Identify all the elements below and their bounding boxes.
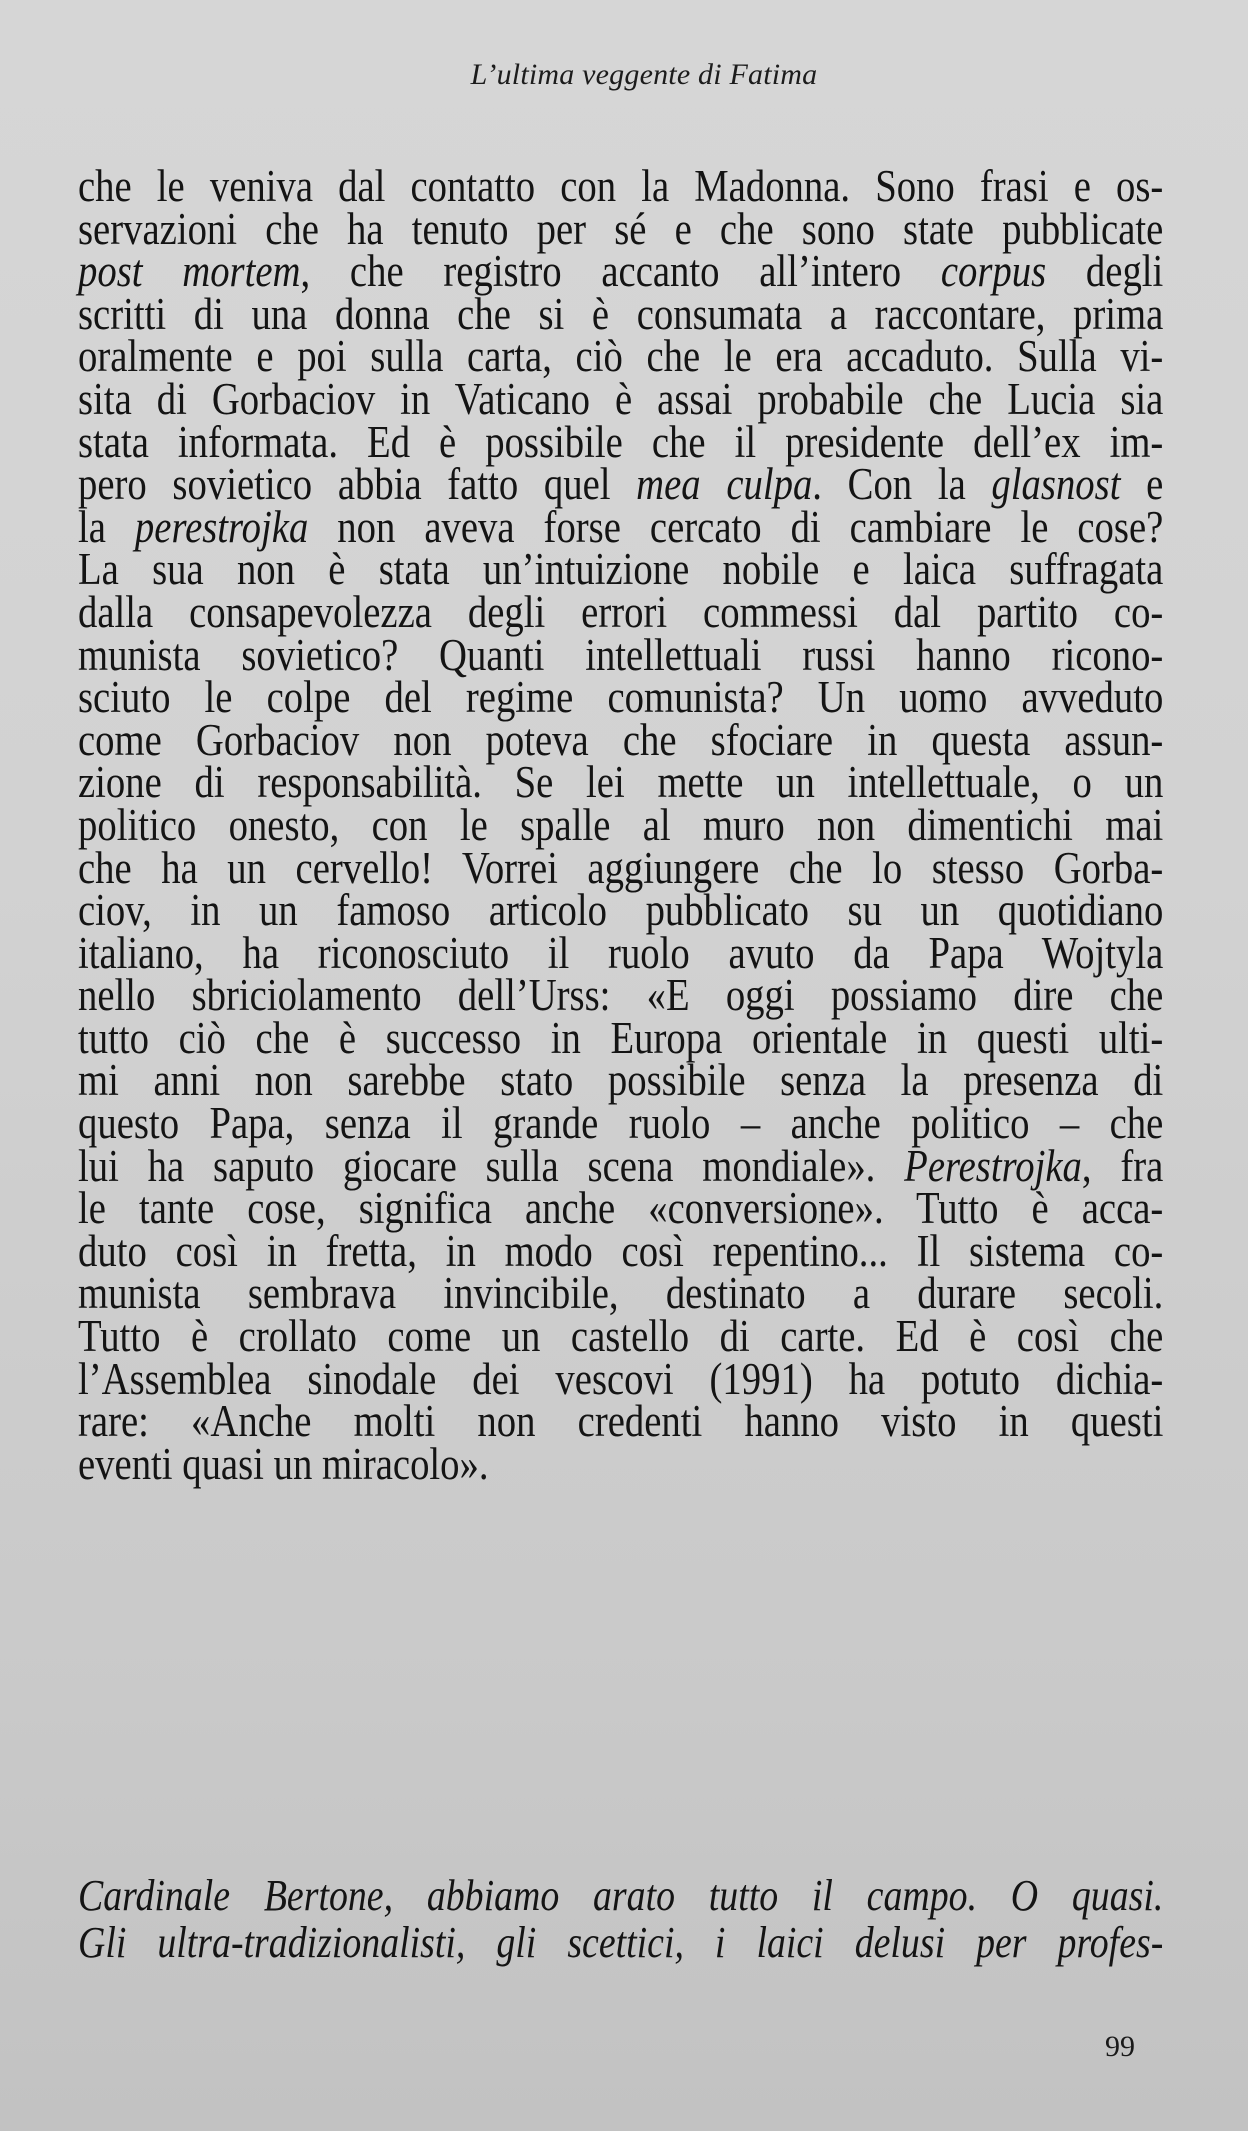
text-run: La sua non è stata un’intuizione nobile e laica suffragata xyxy=(78,544,1164,595)
text-run: degli xyxy=(1046,246,1164,297)
text-line xyxy=(78,885,1164,936)
text-line xyxy=(78,586,1164,637)
text-line xyxy=(78,373,1164,424)
page-number: 99 xyxy=(1105,2030,1135,2063)
text-line xyxy=(78,1012,1164,1063)
italic-term: Perestrojka xyxy=(904,1140,1082,1191)
text-run: pero sovietico abbia fatto quel xyxy=(78,459,637,510)
question-line: Gli ultra-tradizionalisti, gli scettici, i laici delusi per profes- xyxy=(78,1918,1164,1967)
text-line xyxy=(78,1140,1164,1191)
text-line xyxy=(78,970,1164,1021)
text-run: eventi quasi un miracolo». xyxy=(78,1438,489,1489)
text-run: politico onesto, con le spalle al muro non dimentichi mai xyxy=(78,799,1164,850)
text-line xyxy=(78,629,1164,680)
text-run: ciov, in un famoso articolo pubblicato su un quotidiano xyxy=(78,885,1164,936)
text-run: oralmente e poi sulla carta, ciò che le era accaduto. Sulla vi- xyxy=(78,331,1164,382)
text-run: duto così in fretta, in modo così repentino... Il sistema co- xyxy=(78,1225,1164,1276)
text-line xyxy=(78,1353,1164,1404)
text-line xyxy=(78,331,1164,382)
text-line xyxy=(78,799,1164,850)
text-line xyxy=(78,161,1164,211)
text-run: l’Assemblea sinodale dei vescovi (1991) ha potuto dichia- xyxy=(78,1353,1164,1404)
text-line xyxy=(78,544,1164,595)
text-run: , fra xyxy=(1081,1140,1164,1191)
text-run: lui ha saputo giocare sulla scena mondiale». xyxy=(78,1140,905,1191)
italic-term: post mortem xyxy=(78,246,301,297)
text-run: nello sbriciolamento dell’Urss: «E oggi possiamo dire che xyxy=(78,970,1164,1021)
text-run: scritti di una donna che si è consumata a raccontare, prima xyxy=(78,288,1164,339)
text-line xyxy=(78,1268,1164,1319)
italic-term: perestrojka xyxy=(134,501,309,552)
text-line xyxy=(78,1183,1164,1234)
text-run: questo Papa, senza il grande ruolo – anche politico – che xyxy=(78,1098,1164,1149)
text-line xyxy=(78,1098,1164,1149)
text-line xyxy=(78,246,1164,297)
text-line xyxy=(78,672,1164,723)
text-run: e xyxy=(1120,459,1164,510)
running-head: L’ultima veggente di Fatima xyxy=(470,58,818,91)
text-run: non aveva forse cercato di cambiare le cose? xyxy=(308,501,1164,552)
text-run: Tutto è crollato come un castello di carte. Ed è così che xyxy=(78,1311,1164,1362)
text-line xyxy=(78,1055,1164,1106)
text-run: , che registro accanto all’intero xyxy=(300,246,941,297)
text-run: . Con la xyxy=(812,459,992,510)
text-run: stata informata. Ed è possibile che il presidente dell’ex im- xyxy=(78,416,1164,467)
text-run: tutto ciò che è successo in Europa orientale in questi ulti- xyxy=(78,1012,1164,1063)
text-run: sciuto le colpe del regime comunista? Un uomo avveduto xyxy=(78,672,1164,723)
body-paragraph xyxy=(78,161,1164,1489)
text-line xyxy=(78,842,1164,893)
text-run: rare: «Anche molti non credenti hanno visto in questi xyxy=(78,1396,1164,1447)
text-line xyxy=(78,1438,1163,1489)
interview-question xyxy=(78,1872,1163,1966)
text-run: mi anni non sarebbe stato possibile senza la presenza di xyxy=(78,1055,1164,1106)
text-run: le tante cose, significa anche «conversione». Tutto è acca- xyxy=(78,1183,1164,1234)
text-line xyxy=(78,927,1164,978)
text-run: zione di responsabilità. Se lei mette un intellettuale, o un xyxy=(78,757,1164,808)
text-run: la xyxy=(78,501,135,552)
question-line: Cardinale Bertone, abbiamo arato tutto il campo. O quasi. xyxy=(78,1871,1164,1920)
text-run: italiano, ha riconosciuto il ruolo avuto da Papa Wojtyla xyxy=(78,927,1164,978)
text-run: che ha un cervello! Vorrei aggiungere che lo stesso Gorba- xyxy=(78,842,1164,893)
text-line xyxy=(78,714,1164,765)
text-run: come Gorbaciov non poteva che sfociare in questa assun- xyxy=(78,714,1164,765)
italic-term: mea culpa xyxy=(636,459,813,510)
text-run: dalla consapevolezza degli errori commessi dal partito co- xyxy=(78,586,1164,637)
italic-term: glasnost xyxy=(991,459,1121,510)
text-run: munista sembrava invincibile, destinato a durare secoli. xyxy=(78,1268,1164,1319)
text-line xyxy=(78,757,1164,808)
italic-term: corpus xyxy=(940,246,1047,297)
text-line xyxy=(78,1225,1164,1276)
text-line xyxy=(78,501,1164,552)
text-run: che le veniva dal contatto con la Madonna. Sono frasi e os- xyxy=(78,161,1164,211)
text-run: munista sovietico? Quanti intellettuali russi hanno ricono- xyxy=(78,629,1164,680)
text-line xyxy=(78,1311,1164,1362)
text-run: servazioni che ha tenuto per sé e che sono state pubblicate xyxy=(78,203,1164,254)
text-line xyxy=(78,203,1164,254)
text-line xyxy=(78,288,1164,339)
text-line xyxy=(78,1396,1164,1447)
text-line xyxy=(78,459,1164,510)
text-line xyxy=(78,416,1164,467)
text-run: sita di Gorbaciov in Vaticano è assai probabile che Lucia sia xyxy=(78,373,1164,424)
